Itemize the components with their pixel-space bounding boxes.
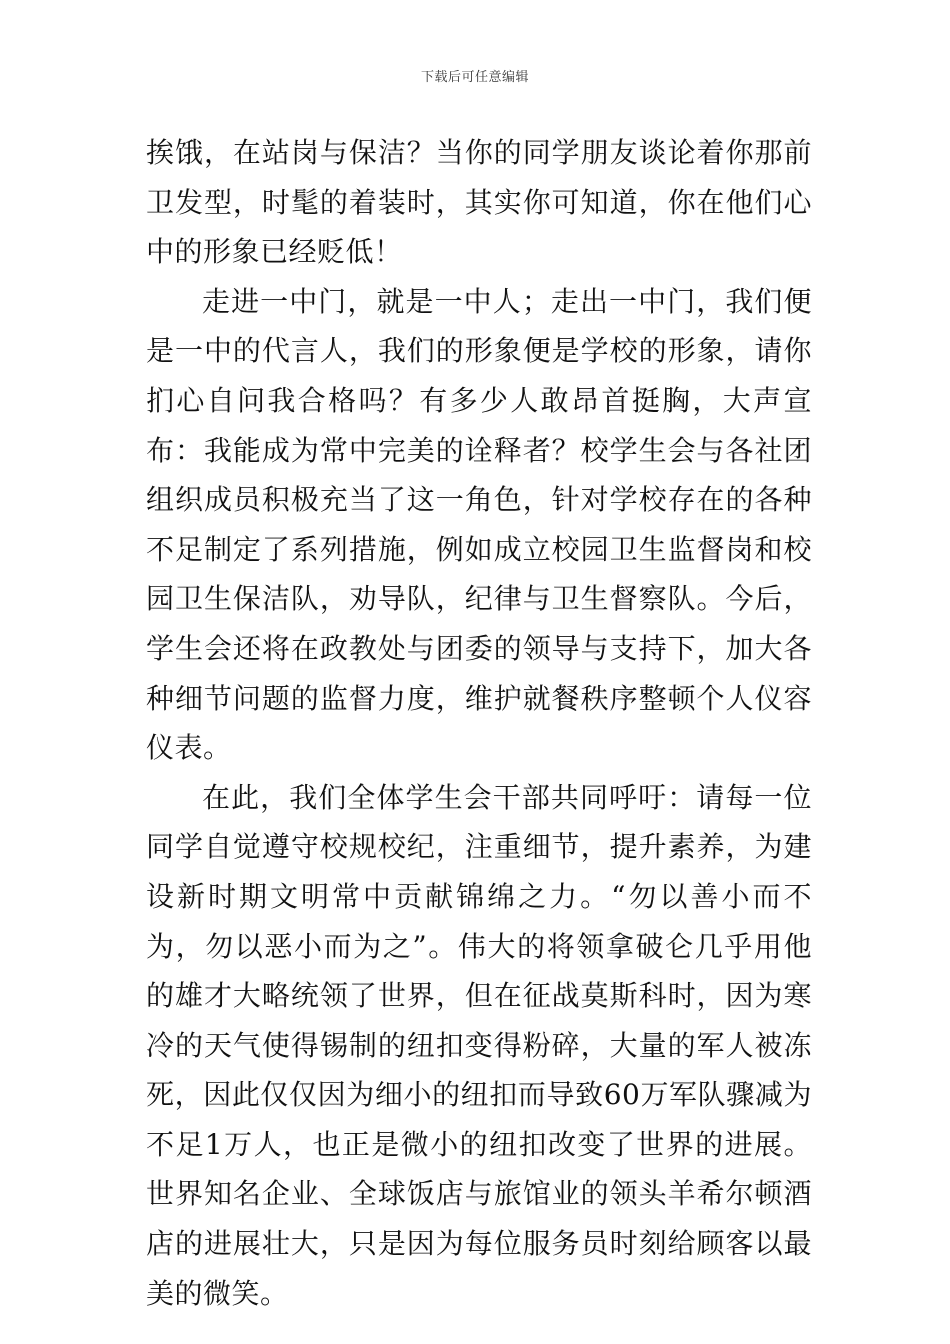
document-body [146,128,812,1318]
paragraph: 在此，我们全体学生会干部共同呼吁：请每一位同学自觉遵守校规校纪，注重细节，提升素养，为建设新时期文明常中贡献锦绵之力。“勿以善小而不为，勿以恶小而为之”。伟大的将领拿破仑几乎用他的雄才大略统领了世界，但在征战莫斯科时，因为寒冷的天气使得锡制的纽扣变得粉碎，大量的军人被冻死，因此仅仅因为细小的纽扣而导致60万军队骤减为不足1万人，也正是微小的纽扣改变了世界的进展。世界知名企业、全球饭店与旅馆业的领头羊希尔顿酒店的进展壮大，只是因为每位服务员时刻给顾客以最美的微笑。 [146,780,812,1310]
header-note: 下载后可任意编辑 [420,70,529,85]
paragraph: 走进一中门，就是一中人；走出一中门，我们便是一中的代言人，我们的形象便是学校的形象，请你扪心自问我合格吗？有多少人敢昂首挺胸，大声宣布：我能成为常中完美的诠释者？校学生会与各社团组织成员积极充当了这一角色，针对学校存在的各种不足制定了系列措施，例如成立校园卫生监督岗和校园卫生保洁队，劝导队，纪律与卫生督察队。今后，学生会还将在政教处与团委的领导与支持下，加大各种细节问题的监督力度，维护就餐秩序整顿个人仪容仪表。 [146,284,812,765]
paragraph-continuation: 挨饿，在站岗与保洁？当你的同学朋友谈论着你那前卫发型，时髦的着装时，其实你可知道，你在他们心中的形象已经贬低！ [146,136,812,269]
